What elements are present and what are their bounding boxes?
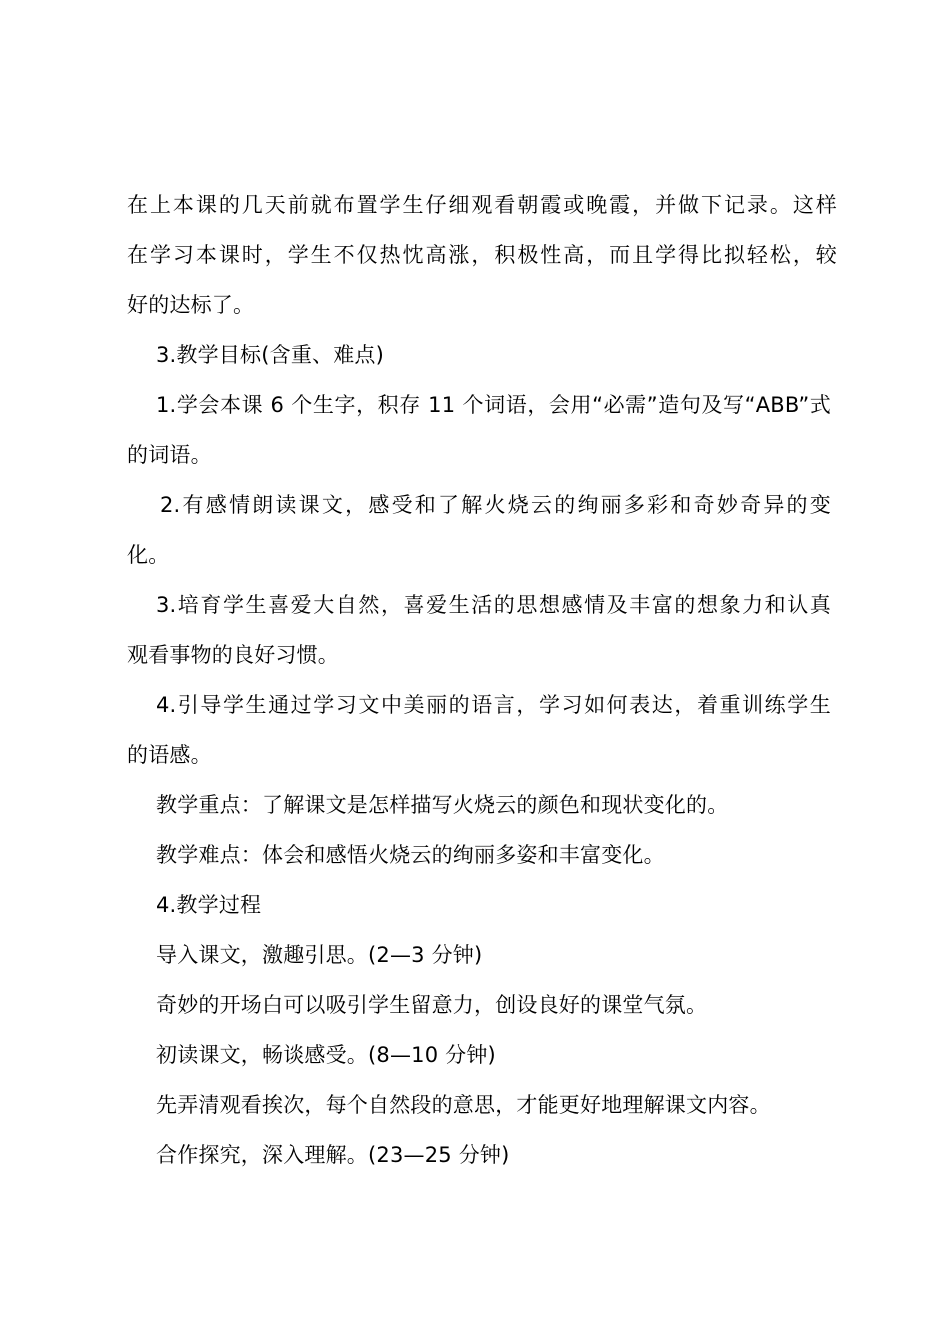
process-step-2-description: 先弄清观看挨次，每个自然段的意思，才能更好地理解课文内容。 — [156, 1093, 771, 1117]
teaching-difficulty: 教学难点：体会和感悟火烧云的绚丽多姿和丰富变化。 — [156, 843, 665, 867]
process-step-1-title: 导入课文，激趣引思。(2—3 分钟) — [156, 943, 483, 967]
goal-3-line-1: 3.培育学生喜爱大自然，喜爱生活的思想感情及丰富的想象力和认真 — [156, 593, 831, 617]
section-heading-teaching-goals: 3.教学目标(含重、难点) — [156, 343, 385, 367]
teaching-key-point: 教学重点：了解课文是怎样描写火烧云的颜色和现状变化的。 — [156, 793, 729, 817]
goal-4-line-1: 4.引导学生通过学习文中美丽的语言，学习如何表达，着重训练学生 — [156, 693, 831, 717]
paragraph-preparation-line-1: 在上本课的几天前就布置学生仔细观看朝霞或晚霞，并做下记录。这样 — [127, 193, 837, 217]
process-step-2-title: 初读课文，畅谈感受。(8—10 分钟) — [156, 1043, 496, 1067]
goal-1-line-2: 的词语。 — [127, 443, 212, 467]
goal-1-line-1: 1.学会本课 6 个生字，积存 11 个词语，会用“必需”造句及写“ABB”式 — [156, 393, 831, 417]
process-step-3-title: 合作探究，深入理解。(23—25 分钟) — [156, 1143, 510, 1167]
process-step-1-description: 奇妙的开场白可以吸引学生留意力，创设良好的课堂气氛。 — [156, 993, 708, 1017]
paragraph-preparation-line-2: 在学习本课时，学生不仅热忱高涨，积极性高，而且学得比拟轻松，较 — [127, 243, 837, 267]
goal-2-line-2: 化。 — [127, 543, 170, 567]
section-heading-teaching-process: 4.教学过程 — [156, 893, 262, 917]
goal-3-line-2: 观看事物的良好习惯。 — [127, 643, 339, 667]
paragraph-preparation-line-3: 好的达标了。 — [127, 293, 255, 317]
goal-4-line-2: 的语感。 — [127, 743, 212, 767]
goal-2-line-1: 2.有感情朗读课文，感受和了解火烧云的绚丽多彩和奇妙奇异的变 — [160, 493, 831, 517]
